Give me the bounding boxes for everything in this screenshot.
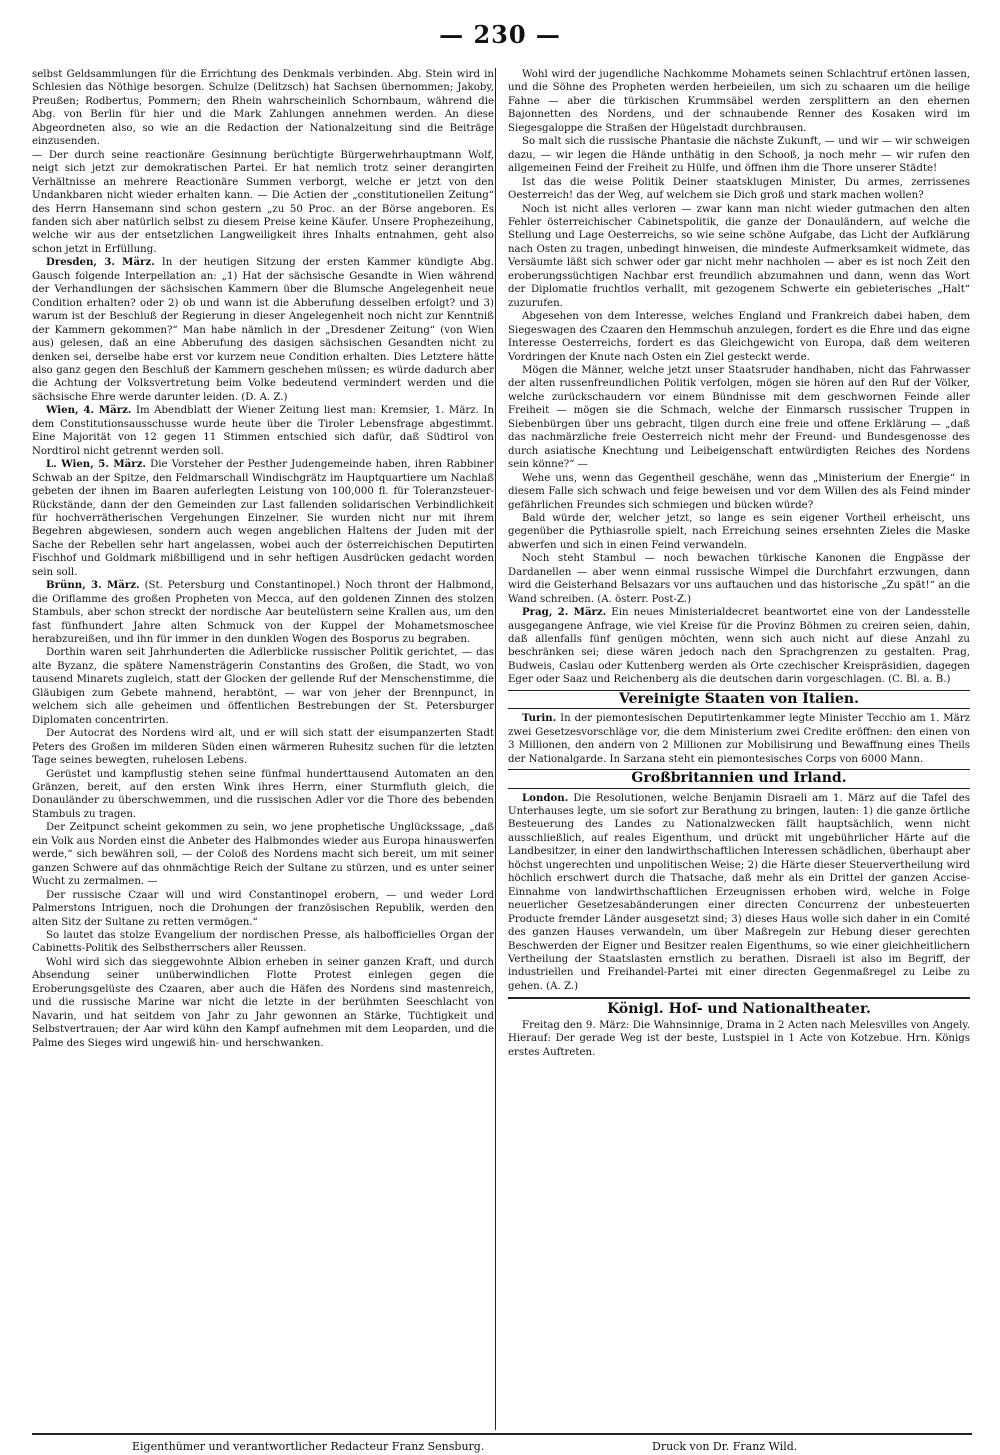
paragraph-text: In der piemontesischen Deputirtenkammer legte Minister Tecchio am 1. März zwei Gesetzesvorschläge vor, die dem Ministerium zwei Credite eröffnen: den einen von 3 Millionen, den andern von 2 Millionen zur Mobilisirung und Bewaffnung eines Theils der Nationalgarde. In Sarzana steht ein piemontesisches Corps von 6000 Mann.: [508, 713, 970, 765]
paragraph-text: So lautet das stolze Evangelium der nordischen Presse, als halbofficielles Organ der Cabinetts-Politik des Selbstherrschers aller Reussen.: [32, 930, 494, 955]
dateline: Turin.: [522, 712, 557, 725]
article-paragraph: [508, 1019, 970, 1059]
dateline: London.: [522, 791, 569, 804]
article-paragraph: [32, 727, 494, 767]
column-divider: [495, 68, 496, 1430]
paragraph-text: Der russische Czaar will und wird Constantinopel erobern, — und weder Lord Palmerstons Intriguen, noch die Drohungen der französischen Republik, werden den alten Sitz der Sultane zu retten vermögen.“: [32, 889, 494, 928]
section-heading: Großbritannien und Irland.: [508, 769, 970, 788]
article-paragraph: [32, 646, 494, 727]
article-paragraph: [32, 149, 494, 257]
article-paragraph: [508, 68, 970, 135]
paragraph-text: selbst Geldsammlungen für die Errichtung des Denkmals verbinden. Abg. Stein wird in Schlesien das Nöthige besorgen. Schulze (Delitzsch) hat Sachsen übernommen; Jakoby, Preußen; Rodbertus, Pommern; den Rhein wahrscheinlich Schornbaum, während die Abg. von Berlin für hier und die Mark Zahlungen annehmen werden. An diese Abgeordneten also, so wie an die Redaction der Nationalzeitung sind die Beiträge einzusenden.: [32, 69, 494, 148]
article-paragraph: [508, 552, 970, 606]
article-paragraph: [32, 768, 494, 822]
dateline: Dresden, 3. März.: [46, 256, 155, 269]
paragraph-text: Der Zeitpunct scheint gekommen zu sein, wo jene prophetische Unglückssage, „daß ein Volk aus Norden einst die Anbeter des Halbmondes wieder aus Europa hinauswerfen werde,“ sich bewähren soll, — der Coloß des Nordens macht sich bereit, um mit seiner ganzen Schwere auf das ohnmächtige Reich der Sultane zu stürzen, und es unter seiner Wucht zu zermalmen. —: [32, 822, 494, 888]
paragraph-text: Ein neues Ministerialdecret beantwortet eine von der Landesstelle ausgegangene Anfrage, wie viel Kreise für die Provinz Böhmen zu creiren seien, dahin, daß allenfalls fünf genügen möchten, wenn sich auch nicht auf diese Anzahl zu beschränken sei; diese wären jedoch nach den Sprachgrenzen zu gestalten. Prag, Budweis, Caslau oder Kuttenberg werden als Orte czechischer Kreispräsidien, dagegen Eger oder Saaz und Reichenberg als die deutschen darin vorgeschlagen. (C. Bl. a. B.): [508, 607, 970, 686]
paragraph-text: Der Autocrat des Nordens wird alt, und er will sich statt der eisumpanzerten Stadt Peters des Großen im milderen Süden einen wärmeren Ruhesitz suchen für die letzten Tage seines bewegten, ruhelosen Lebens.: [32, 728, 494, 767]
paragraph-text: Wohl wird sich das sieggewohnte Albion erheben in seiner ganzen Kraft, und durch Absendung seiner unüberwindlichen Flotte Protest einlegen gegen die Eroberungsgelüste des Czaaren, aber auch die Häfen des Nordens sind mastenreich, und die russische Marine war nicht die letzte in der berühmten Seeschlacht von Navarin, und hat seitdem von Jahr zu Jahr gewonnen an Stärke, Tüchtigkeit und Selbstvertrauen; der Aar wird kühn den Kampf aufnehmen mit dem Leoparden, und die Palme des Sieges wird ungewiß hin- und herschwanken.: [32, 956, 494, 1049]
theater-heading: Königl. Hof- und Nationaltheater.: [508, 997, 970, 1016]
right-column: [508, 68, 970, 1059]
article-paragraph: [32, 821, 494, 888]
article-paragraph: [508, 135, 970, 175]
article-paragraph: [508, 606, 970, 687]
paragraph-text: — Der durch seine reactionäre Gesinnung berüchtigte Bürgerwehrhauptmann Wolf, neigt sich jetzt zur demokratischen Partei. Er hat nemlich trotz seiner derangirten Verhältnisse an mehrere Reactionäre Summen verborgt, welche er jetzt von den Undankbaren nicht wieder erhalten kann. — Die Actien der „constitutionellen Zeitung“ des Herrn Hansemann sind schon gestern „zu 50 Proc. an der Börse angeboren. Es fanden sich aber natürlich selbst zu diesem Preise keine Käufer. Unsere Prophezeihung, welche wir aus der entsetzlichen Langweiligkeit ihres Inhalts entnahmen, geht also schon jetzt in Erfüllung.: [32, 149, 494, 255]
left-column: [32, 68, 494, 1050]
article-paragraph: [32, 889, 494, 929]
article-paragraph: [508, 512, 970, 552]
paragraph-text: Im Abendblatt der Wiener Zeitung liest man: Kremsier, 1. März. In dem Constitutionsausschusse wurde heute über die Tiroler Lebensfrage abgestimmt. Eine Majorität von 12 gegen 11 Stimmen entschied sich dafür, daß Südtirol von Nordtirol nicht getrennt werden soll.: [32, 405, 495, 457]
paragraph-text: Gerüstet und kampflustig stehen seine fünfmal hunderttausend Automaten an den Gränzen, bereit, auf den ersten Wink ihres Herrn, einer Sturmfluth gleich, die Donauländer zu überschwemmen, und die russischen Adler vor die Thore des bebenden Stambuls zu tragen.: [32, 768, 494, 820]
article-paragraph: [508, 176, 970, 203]
article-paragraph: [508, 792, 970, 994]
paragraph-text: Die Vorsteher der Pesther Judengemeinde haben, ihren Rabbiner Schwab an der Spitze, den Feldmarschall Windischgrätz im Hauptquartiere um Nachlaß gebeten der ihnen im Baaren auferlegten Leistung von 100,000 fl. für Toleranzsteuer-Rückstände, dann der den Gemeinden zur Last fallenden solidarischen Verbindlichkeit für hochverrätherischen Vergehungen Einzelner. Sie wurden nicht nur mit ihrem Begehren abgewiesen, sondern auch wegen angeblichen Haltens der Juden mit der Sache der Rebellen sehr hart angelassen, wobei auch der österreichischen Deputirten Fischhof und Goldmark mißbilligend und in sehr heftigen Ausdrücken gedacht worden sein soll.: [32, 459, 494, 578]
article-paragraph: [32, 929, 494, 956]
paragraph-text: Wehe uns, wenn das Gegentheil geschähe, wenn das „Ministerium der Energie“ in diesem Falle sich schwach und feige beweisen und vor dem Willen des als Feind minder gefährlichen Freundes sich schmiegen und bücken würde?: [508, 472, 970, 511]
article-paragraph: [508, 712, 970, 766]
article-paragraph: [32, 458, 494, 579]
article-paragraph: [32, 256, 494, 404]
article-paragraph: [508, 203, 970, 311]
page-number: — 230 —: [439, 20, 561, 49]
dateline: Brünn, 3. März.: [46, 579, 140, 592]
paragraph-text: Noch steht Stambul — noch bewachen türkische Kanonen die Engpässe der Dardanellen — aber wenn einmal russische Wimpel die Durchfahrt erzwungen, dann wird die Geisterhand Belsazars vor uns auftauchen und das historische „Zu spät!“ an die Wand schreiben. (A. österr. Post-Z.): [508, 553, 970, 605]
article-paragraph: [508, 472, 970, 512]
paragraph-text: Freitag den 9. März: Die Wahnsinnige, Drama in 2 Acten nach Melesvilles von Angely. Hierauf: Der gerade Weg ist der beste, Lustspiel in 1 Acte von Kotzebue. Hrn. Königs erstes Auftreten.: [508, 1019, 970, 1058]
paragraph-text: Die Resolutionen, welche Benjamin Disraeli am 1. März auf die Tafel des Unterhauses legte, um sie sofort zur Berathung zu bringen, lauten: 1) die ganze örtliche Besteuerung des Landes zu Nationalzwecken fällt hauptsächlich, wenn nicht ausschließlich, auf reales Eigenthum, und drückt mit ungebührlicher Härte auf die Landbesitzer, in einer den landwirthschaftlichen Interessen schädlichen, überhaupt aber höchst ungerechten und unpolitischen Weise; 2) die Härte dieser Steuervertheilung wird höchlich erschwert durch die Thatsache, daß mehr als ein Drittel der ganzen Accise-Einnahme von landwirthschaftlichen Erzeugnissen erhoben wird, welche in Folge neuerlicher Gesetzesabänderungen einer directen Concurrenz der unbesteuerten Producte fremder Länder ausgesetzt sind; 3) dieses Haus wolle sich daher in ein Comité des ganzen Hauses verwandeln, um über Maßregeln zur Hebung dieser gerechten Beschwerden der Eigner und Besitzer realen Eigenthums, so wie einer gleichheitlichern Vertheilung der Staatslasten ernstlich zu berathen. Disraeli ist also im Begriff, der industriellen und Freihandel-Partei mit einer directen Gegenmaßregel zu Leibe zu gehen. (A. Z.): [508, 792, 970, 992]
paragraph-text: Mögen die Männer, welche jetzt unser Staatsruder handhaben, nicht das Fahrwasser der alten russenfreundlichen Politik verfolgen, mögen sie hören auf den Ruf der Völker, welche zurückschaudern vor einem Bündnisse mit dem geschwornen Feinde aller Freiheit — mögen sie die Schmach, welche der Einmarsch russischer Truppen in Siebenbürgen über uns gebracht, tilgen durch eine freie und offene Erklärung — „daß das nachmärzliche freie Oesterreich nicht mehr der Freund- und Bundesgenosse des durch asiatische Knechtung und Leibeigenschaft entwürdigten Reiches des Nordens sein könne?“ —: [508, 364, 970, 471]
dateline: L. Wien, 5. März.: [46, 458, 146, 471]
footer-rule: [32, 1433, 972, 1435]
dateline: Prag, 2. März.: [522, 606, 607, 619]
paragraph-text: Wohl wird der jugendliche Nachkomme Mohamets seinen Schlachtruf ertönen lassen, und die Söhne des Propheten werden herbeieilen, um sich zu schaaren um die heilige Fahne — aber die türkischen Krummsäbel werden zersplittern an den ehernen Bajonnetten des Nordens, und der schnaubende Renner des Kosaken wird im Siegesgaloppe die Straßen der Hügelstadt durchbrausen.: [508, 69, 970, 134]
paragraph-text: So malt sich die russische Phantasie die nächste Zukunft, — und wir — wir schweigen dazu, — wir legen die Hände unthätig in den Schooß, ja noch mehr — wir rufen den allgemeinen Feind der Freiheit zu Hülfe, und öffnen ihm die Thore unserer Städte!: [508, 136, 970, 175]
paragraph-text: Abgesehen von dem Interesse, welches England und Frankreich dabei haben, dem Siegeswagen des Czaaren den Hemmschuh anzulegen, fordert es die Ehre und das eigne Interesse Oesterreichs, fordert es das Gleichgewicht von Europa, daß dem weiteren Vordringen der Knute nach Osten ein Ziel gesteckt werde.: [508, 311, 970, 363]
paragraph-text: Dorthin waren seit Jahrhunderten die Adlerblicke russischer Politik gerichtet, — das alte Byzanz, die spätere Namensträgerin Constantins des Großen, die Stadt, wo von tausend Minarets zugleich, statt der Glocken der gellende Ruf der Menschenstimme, die Gläubigen zum Gebete mahnend, herabtönt, — war von jeher der Brennpunct, in welchem sich alle geheimen und öffentlichen Bestrebungen der St. Petersburger Diplomaten concentrirten.: [32, 647, 494, 726]
article-paragraph: [32, 956, 494, 1050]
paragraph-text: Bald würde der, welcher jetzt, so lange es sein eigener Vortheil erheischt, uns gegenüber die Pythiasrolle spielt, nach Erreichung seines ersehnten Zieles die Maske abwerfen und sich in einen Feind verwandeln.: [508, 512, 970, 551]
section-heading: Vereinigte Staaten von Italien.: [508, 690, 970, 709]
article-paragraph: [32, 579, 494, 646]
article-paragraph: [508, 310, 970, 364]
paragraph-text: Ist das die weise Politik Deiner staatsklugen Minister, Du armes, zerrissenes Oesterreich! das der Weg, auf welchem sie Dich groß und stark machen wollen?: [508, 176, 970, 202]
article-paragraph: [32, 68, 494, 149]
publisher-line: Eigenthümer und verantwortlicher Redacteur Franz Sensburg.: [132, 1440, 485, 1453]
paragraph-text: (St. Petersburg und Constantinopel.) Noch thront der Halbmond, die Oriflamme des großen Propheten von Mecca, auf den goldenen Zinnen des stolzen Stambuls, aber schon streckt der nordische Aar beutelüstern seine Krallen aus, um den fast fünfhundert Jahre alten Schmuck von der Kuppel der Mohametsmoschee herabzureißen, und ihn für immer in den dunklen Wogen des Bosporus zu begraben.: [32, 580, 494, 646]
article-paragraph: [32, 404, 494, 458]
paragraph-text: In der heutigen Sitzung der ersten Kammer kündigte Abg. Gausch folgende Interpellation an: „1) Hat der sächsische Gesandte in Wien während der Verhandlungen der sächsischen Kammern über die Blumsche Angelegenheit neue Condition erhalten? oder 2) ob und wann ist die Abberufung desselben erfolgt? und 3) warum ist der Beschluß der Regierung in dieser Angelegenheit noch nicht zur Kenntniß der Kammern gekommen?“ Man habe nämlich in der „Dresdener Zeitung“ (von Wien aus) gelesen, daß an eine Abberufung des dasigen sächsischen Gesandten nicht zu denken sei, derselbe habe erst vor kurzem neue Condition erhalten. Dies Letztere hätte also ganz gegen den Beschluß der Kammern geschehen müssen; es würde dadurch aber die Achtung der Volksvertretung beim Volke bedeutend vermindert werden und die sächsische Ehre werde darunter leiden. (D. A. Z.): [32, 257, 494, 403]
article-paragraph: [508, 364, 970, 472]
paragraph-text: Noch ist nicht alles verloren — zwar kann man nicht wieder gutmachen den alten Fehler österreichischer Cabinetspolitik, die ganze der Donauländern, auf welche die Stellung und Lage Oesterreichs, so wie seine schöne Aufgabe, das Licht der Aufklärung nach Osten zu tragen, unbedingt hinweisen, die mindeste Aufmerksamkeit widmete, das Versäumte läßt sich schwer oder gar nicht mehr nachholen — aber es ist noch Zeit den eroberungssüchtigen Nachbar erst freundlich abzumahnen und dann, wenn das Wort der Diplomatie fruchtlos verhallt, mit gezogenem Schwerte ein gebieterisches „Halt“ zuzurufen.: [508, 203, 970, 309]
printer-line: Druck von Dr. Franz Wild.: [652, 1440, 798, 1453]
dateline: Wien, 4. März.: [46, 404, 132, 417]
